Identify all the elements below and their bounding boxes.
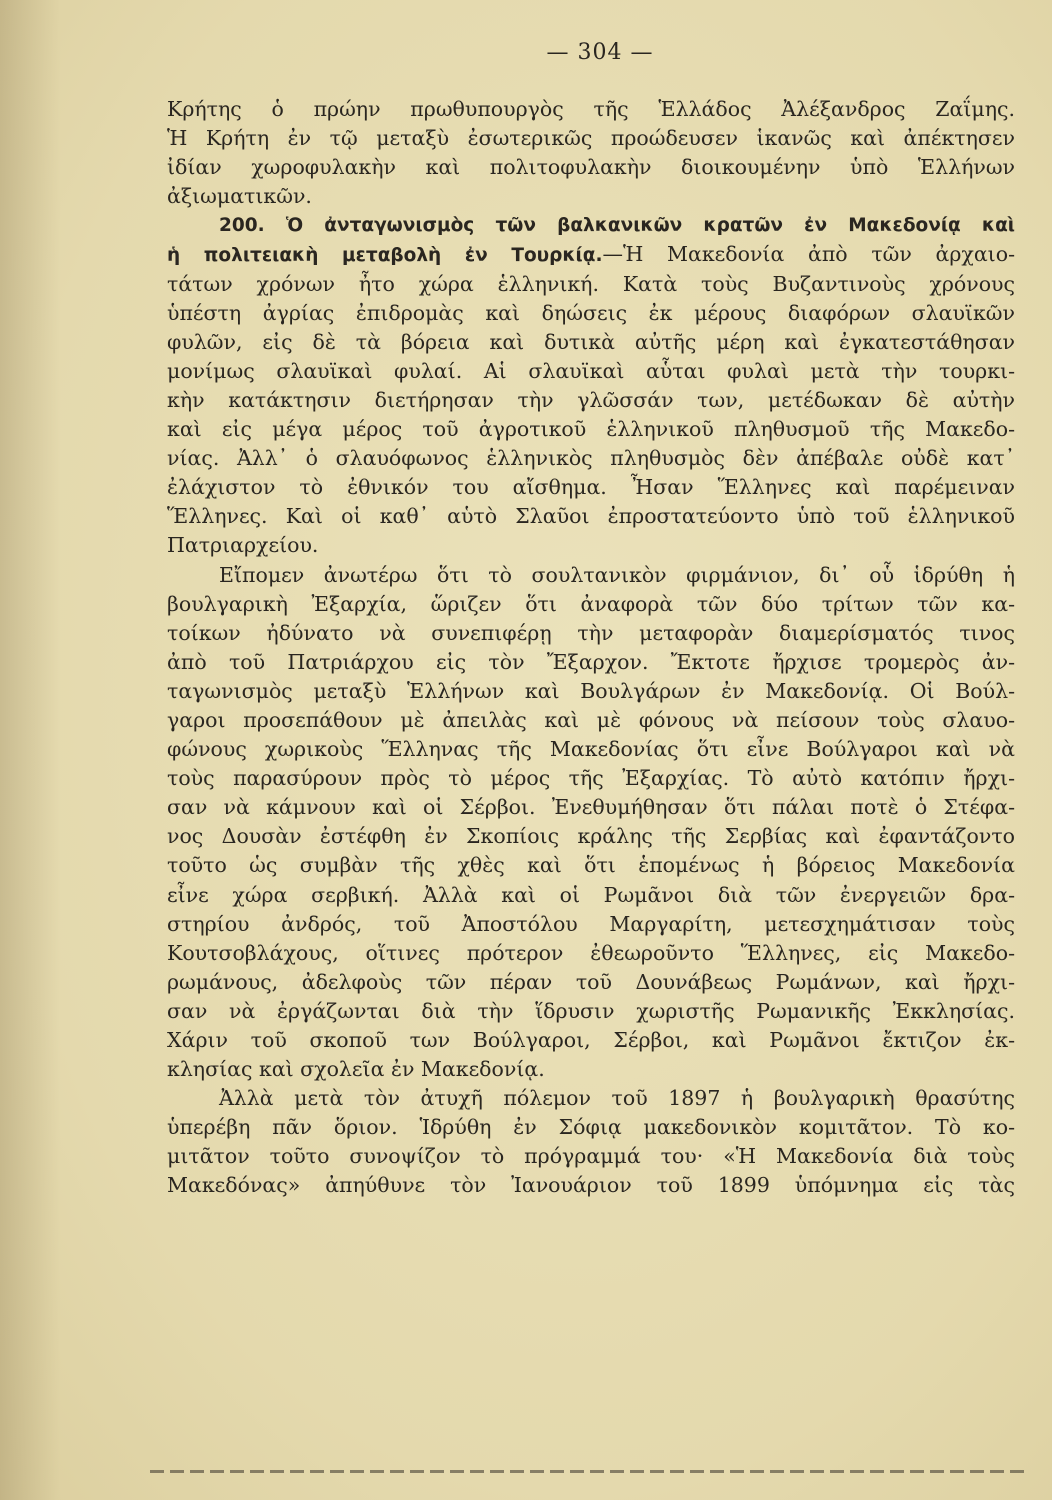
text-line: φώνους χωρικοὺς Ἕλληνας τῆς Μακεδονίας ὅτι εἶνε Βούλγαροι καὶ νὰ bbox=[167, 737, 1015, 762]
text-line: ἀξιωματικῶν. bbox=[167, 184, 312, 209]
text-line: Πατριαρχείου. bbox=[167, 533, 319, 558]
bottom-rule bbox=[150, 1470, 1030, 1473]
text-line: τοῦτο ὡς συμβὰν τῆς χθὲς καὶ ὅτι ἑπομένως ἡ βόρειος Μακεδονία bbox=[167, 853, 1015, 878]
text-line: σαν νὰ κάμνουν καὶ οἱ Σέρβοι. Ἐνεθυμήθησαν ὅτι πάλαι ποτὲ ὁ Στέφα- bbox=[167, 795, 1015, 820]
body-text bbox=[167, 95, 1015, 1201]
text-line: τοὺς παρασύρουν πρὸς τὸ μέρος τῆς Ἐξαρχίας. Τὸ αὐτὸ κατόπιν ἤρχι- bbox=[167, 766, 1015, 791]
page-number: — 304 — bbox=[546, 40, 654, 65]
section-heading-bold: ἡ πολιτειακὴ μεταβολὴ ἐν Τουρκίᾳ. bbox=[167, 245, 603, 267]
text-line: σαν νὰ ἐργάζωνται διὰ τὴν ἵδρυσιν χωριστῆς Ρωμανικῆς Ἐκκλησίας. bbox=[167, 998, 1015, 1023]
text-line: εἶνε χώρα σερβική. Ἀλλὰ καὶ οἱ Ρωμᾶνοι διὰ τῶν ἐνεργειῶν δρα- bbox=[167, 882, 1015, 907]
text-line: ὑπερέβη πᾶν ὅριον. Ἱδρύθη ἐν Σόφιᾳ μακεδονικὸν κομιτᾶτον. Τὸ κο- bbox=[167, 1115, 1015, 1140]
text-line: Ἡ Κρήτη ἐν τῷ μεταξὺ ἐσωτερικῶς προώδευσεν ἱκανῶς καὶ ἀπέκτησεν bbox=[167, 126, 1015, 151]
text-line: βουλγαρικὴ Ἐξαρχία, ὥριζεν ὅτι ἀναφορὰ τῶν δύο τρίτων τῶν κα- bbox=[167, 591, 1015, 616]
text-line: Εἴπομεν ἀνωτέρω ὅτι τὸ σουλτανικὸν φιρμάνιον, δι᾽ οὗ ἱδρύθη ἡ bbox=[219, 562, 1015, 587]
text-line bbox=[167, 240, 1015, 269]
text-line: γαροι προσεπάθουν μὲ ἀπειλὰς καὶ μὲ φόνους νὰ πείσουν τοὺς σλαυο- bbox=[167, 707, 1015, 732]
text-line: Κρήτης ὁ πρώην πρωθυπουργὸς τῆς Ἑλλάδος Ἀλέξανδρος Ζαΐμης. bbox=[167, 97, 1015, 121]
text-line: νίας. Ἀλλ᾽ ὁ σλαυόφωνος ἑλληνικὸς πληθυσμὸς δὲν ἀπέβαλε οὐδὲ κατ᾽ bbox=[167, 446, 1015, 471]
text-line: τάτων χρόνων ἦτο χώρα ἑλληνική. Κατὰ τοὺς Βυζαντινοὺς χρόνους bbox=[167, 271, 1015, 296]
text-line: ταγωνισμὸς μεταξὺ Ἑλλήνων καὶ Βουλγάρων ἐν Μακεδονίᾳ. Οἱ Βούλ- bbox=[167, 678, 1015, 703]
text-line: κλησίας καὶ σχολεῖα ἐν Μακεδονίᾳ. bbox=[167, 1057, 545, 1082]
text-line: ἀπὸ τοῦ Πατριάρχου εἰς τὸν Ἔξαρχον. Ἔκτοτε ἤρχισε τρομερὸς ἀν- bbox=[167, 649, 1015, 674]
text-line: Ἕλληνες. Καὶ οἱ καθ᾽ αὑτὸ Σλαῦοι ἐπροστατεύοντο ὑπὸ τοῦ ἑλληνικοῦ bbox=[167, 504, 1015, 529]
text-line: ἰδίαν χωροφυλακὴν καὶ πολιτοφυλακὴν διοικουμένην ὑπὸ Ἑλλήνων bbox=[167, 155, 1015, 180]
spine-shadow bbox=[0, 0, 60, 1500]
text-line: Κουτσοβλάχους, οἵτινες πρότερον ἐθεωροῦντο Ἕλληνες, εἰς Μακεδο- bbox=[167, 940, 1015, 965]
text-line: στηρίου ἀνδρός, τοῦ Ἀποστόλου Μαργαρίτη, μετεσχημάτισαν τοὺς bbox=[167, 911, 1015, 936]
text-line: μονίμως σλαυϊκαὶ φυλαί. Αἱ σλαυϊκαὶ αὗται φυλαὶ μετὰ τὴν τουρκι- bbox=[167, 358, 1015, 383]
text-line: ὑπέστη ἀγρίας ἐπιδρομὰς καὶ δηώσεις ἐκ μέρους διαφόρων σλαυϊκῶν bbox=[167, 300, 1015, 325]
text-line: καὶ εἰς μέγα μέρος τοῦ ἀγροτικοῦ ἑλληνικοῦ πληθυσμοῦ τῆς Μακεδο- bbox=[167, 417, 1015, 442]
text-line: νος Δουσὰν ἐστέφθη ἐν Σκοπίοις κράλης τῆς Σερβίας καὶ ἐφαντάζοντο bbox=[167, 824, 1015, 849]
section-heading-rest: —Ἡ Μακεδονία ἀπὸ τῶν ἀρχαιο- bbox=[602, 242, 1015, 267]
text-line: φυλῶν, εἰς δὲ τὰ βόρεια καὶ δυτικὰ αὐτῆς μέρη καὶ ἐγκατεστάθησαν bbox=[167, 329, 1015, 354]
text-line: Μακεδόνας» ἀπηύθυνε τὸν Ἰανουάριον τοῦ 1899 ὑπόμνημα εἰς τὰς bbox=[167, 1173, 1015, 1198]
text-line: Ἀλλὰ μετὰ τὸν ἀτυχῆ πόλεμον τοῦ 1897 ἡ βουλγαρικὴ θρασύτης bbox=[219, 1086, 1015, 1111]
text-line: τοίκων ἠδύνατο νὰ συνεπιφέρῃ τὴν μεταφορὰν διαμερίσματός τινος bbox=[167, 620, 1015, 645]
text-line: ἐλάχιστον τὸ ἐθνικόν του αἴσθημα. Ἦσαν Ἕλληνες καὶ παρέμειναν bbox=[167, 475, 1015, 500]
text-line: 200. Ὁ ἀνταγωνισμὸς τῶν βαλκανικῶν κρατῶν ἐν Μακεδονίᾳ καὶ bbox=[219, 215, 1015, 237]
text-line: κὴν κατάκτησιν διετήρησαν τὴν γλῶσσάν των, μετέδωκαν δὲ αὐτὴν bbox=[167, 387, 1015, 412]
text-line: Χάριν τοῦ σκοποῦ των Βούλγαροι, Σέρβοι, καὶ Ρωμᾶνοι ἔκτιζον ἐκ- bbox=[167, 1028, 1015, 1052]
text-line: ρωμάνους, ἀδελφοὺς τῶν πέραν τοῦ Δουνάβεως Ρωμάνων, καὶ ἤρχι- bbox=[167, 969, 1015, 994]
text-line: μιτᾶτον τοῦτο συνοψίζον τὸ πρόγραμμά του· «Ἡ Μακεδονία διὰ τοὺς bbox=[167, 1144, 1015, 1169]
